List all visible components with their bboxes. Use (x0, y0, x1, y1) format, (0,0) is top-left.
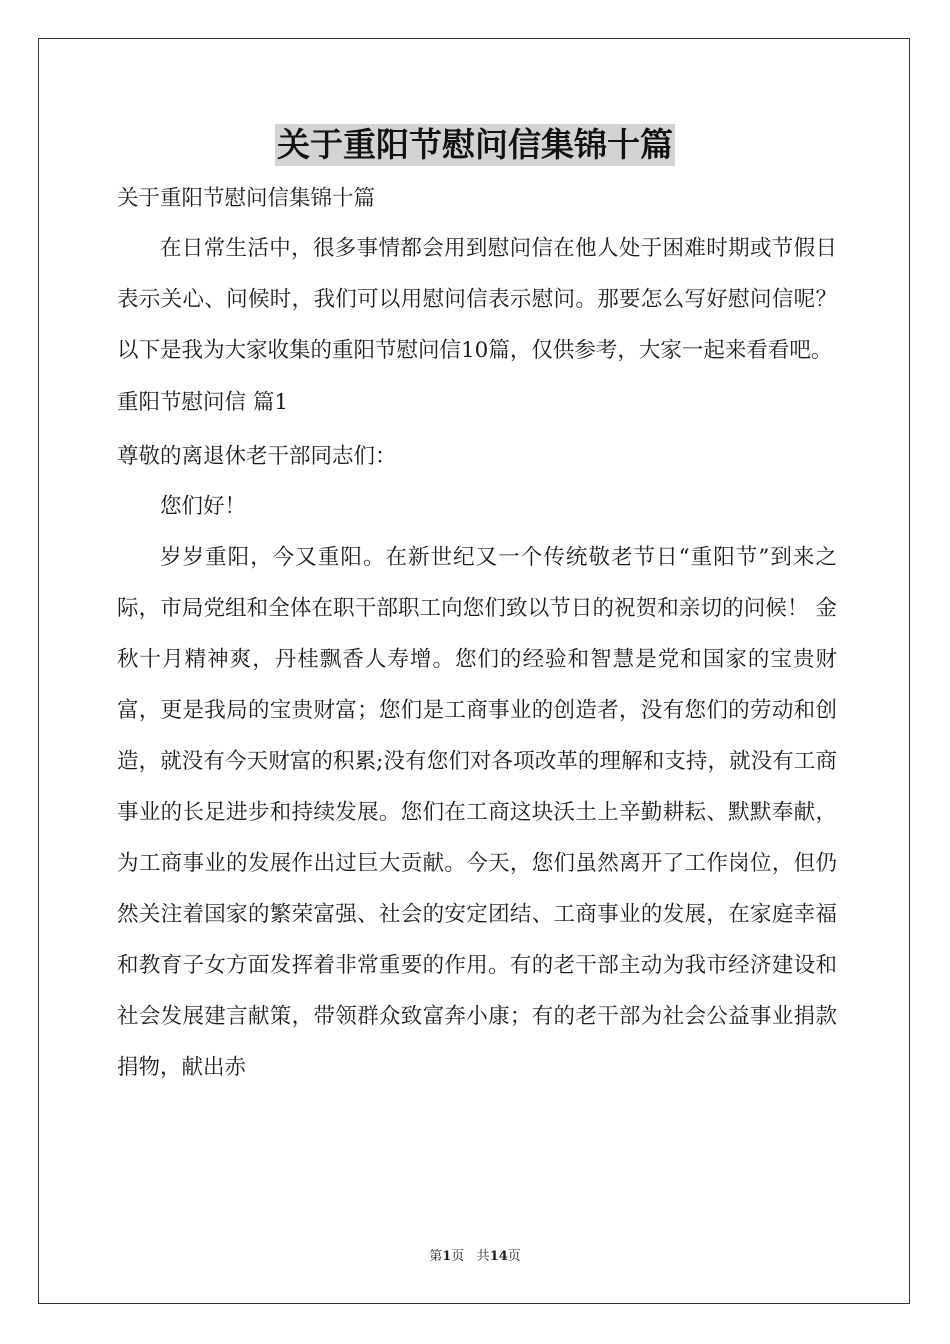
page-current: 1 (442, 1249, 452, 1264)
page-prefix: 第 (429, 1249, 443, 1264)
document-subtitle: 关于重阳节慰问信集锦十篇 (117, 186, 376, 211)
total-prefix: 共 (476, 1249, 490, 1264)
salutation: 尊敬的离退休老干部同志们： (117, 444, 397, 469)
document-title: 关于重阳节慰问信集锦十篇 (277, 125, 673, 164)
page-total: 14 (489, 1249, 508, 1264)
page-unit: 页 (451, 1249, 465, 1264)
body-paragraph: 岁岁重阳，今又重阳。在新世纪又一个传统敬老节日“重阳节”到来之际，市局党组和全体在职干部职工向您们致以节日的祝贺和亲切的问候！ 金秋十月精神爽，丹桂飘香人寿增。您们的经验和智慧是党和国家的宝贵财富，更是我局的宝贵财富；您们是工商事业的创造者，没有您们的劳动和创造，就没有今天财富的积累;没有您们对各项改革的理解和支持，就没有工商事业的长足进步和持续发展。您们在工商这块沃土上辛勤耕耘、默默奉献，为工商事业的发展作出过巨大贡献。今天，您们虽然离开了工作岗位，但仍然关注着国家的繁荣富强、社会的安定团结、工商事业的发展，在家庭幸福和教育子女方面发挥着非常重要的作用。有的老干部主动为我市经济建设和社会发展建言献策，带领群众致富奔小康；有的老干部为社会公益事业捐款捐物，献出赤 (117, 545, 837, 1080)
intro-paragraph: 在日常生活中，很多事情都会用到慰问信在他人处于困难时期或节假日表示关心、问候时，我们可以用慰问信表示慰问。那要怎么写好慰问信呢？以下是我为大家收集的重阳节慰问信10篇，仅供参考，大家一起来看看吧。 (117, 236, 837, 363)
greeting: 您们好！ (160, 494, 247, 519)
title-container (0, 124, 950, 166)
document-body (117, 180, 837, 1093)
section-heading: 重阳节慰问信 篇1 (117, 390, 289, 415)
page-footer (0, 1245, 950, 1264)
total-unit: 页 (507, 1249, 521, 1264)
